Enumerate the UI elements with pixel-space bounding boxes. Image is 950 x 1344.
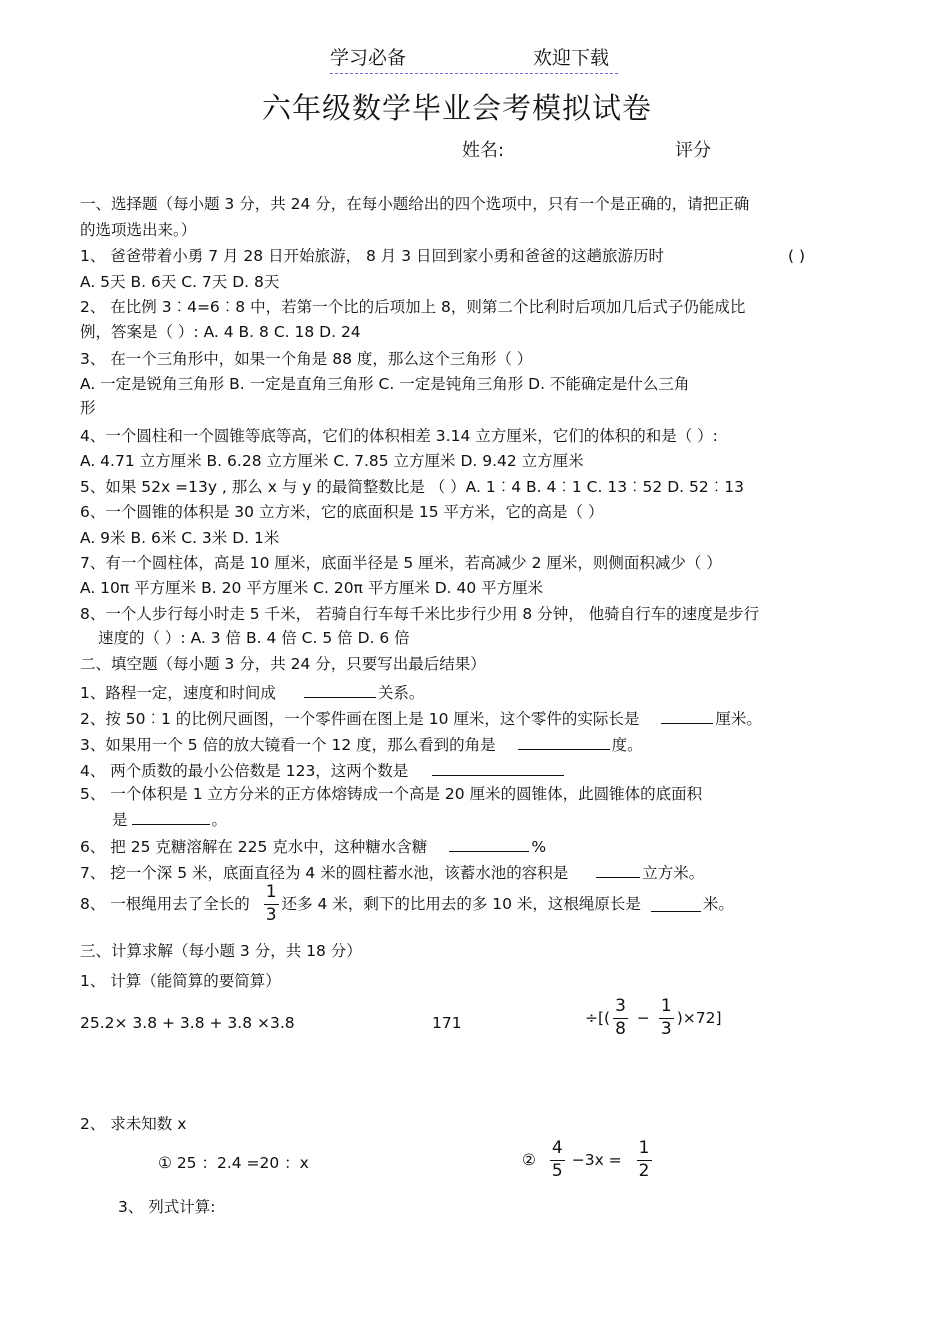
eq2-middle: −3x = bbox=[571, 1150, 622, 1169]
header-dashed-rule bbox=[330, 73, 618, 74]
s1-q7-line2: A. 10π 平方厘米 B. 20 平方厘米 C. 20π 平方厘米 D. 40 平方厘米 bbox=[80, 579, 544, 597]
fraction-one-third bbox=[264, 884, 279, 925]
s1-q5-line1: 5、如果 52x =13y , 那么 x 与 y 的最简整数比是 （ ）A. 1︰4 B. 4︰1 C. 13︰52 D. 52︰13 bbox=[80, 478, 744, 496]
answer-blank[interactable] bbox=[596, 863, 640, 878]
section1-heading-line1: 一、选择题（每小题 3 分，共 24 分，在每小题给出的四个选项中，只有一个是正确的，请把正确 bbox=[80, 195, 750, 213]
s3-p2-eq2 bbox=[522, 1140, 655, 1181]
s1-q3-line1: 3、 在一个三角形中，如果一个角是 88 度，那么这个三角形（ ） bbox=[80, 350, 533, 368]
s3-p2-label: 2、 求未知数 x bbox=[80, 1115, 187, 1133]
minus-sign: − bbox=[636, 1008, 650, 1027]
answer-blank[interactable] bbox=[651, 897, 701, 912]
answer-blank[interactable] bbox=[132, 810, 210, 825]
s2-q5-prefix: 是 bbox=[112, 811, 128, 829]
s1-q1-paren: ( ) bbox=[788, 247, 806, 265]
s2-q8-text2: 还多 4 米，剩下的比用去的多 10 米，这根绳原长是 bbox=[281, 894, 641, 913]
answer-blank[interactable] bbox=[432, 761, 564, 776]
fraction-numerator: 1 bbox=[265, 882, 277, 902]
s1-q4-line2: A. 4.71 立方厘米 B. 6.28 立方厘米 C. 7.85 立方厘米 D. 9.42 立方厘米 bbox=[80, 452, 584, 470]
fraction-numerator: 1 bbox=[660, 996, 672, 1016]
fraction-denominator: 8 bbox=[615, 1018, 626, 1039]
s2-q3-suffix: 度。 bbox=[611, 736, 643, 754]
s1-q8-line1: 8、一个人步行每小时走 5 千米， 若骑自行车每千米比步行少用 8 分钟， 他骑自行车的速度是步行 bbox=[80, 605, 760, 623]
fraction-denominator: 3 bbox=[660, 1018, 672, 1039]
fraction-numerator: 4 bbox=[551, 1138, 563, 1158]
s1-q3-line3: 形 bbox=[80, 399, 96, 417]
fraction-four-fifths bbox=[550, 1140, 565, 1181]
s2-q5-line2 bbox=[112, 810, 227, 829]
s2-q2-suffix: 厘米。 bbox=[715, 710, 762, 728]
section2-heading: 二、填空题（每小题 3 分，共 24 分，只要写出最后结果） bbox=[80, 655, 486, 673]
header-left-text: 学习必备 bbox=[330, 47, 407, 69]
s2-q4-text: 4、 两个质数的最小公倍数是 123，这两个数是 bbox=[80, 762, 409, 780]
s1-q1-options: A. 5天 B. 6天 C. 7天 D. 8天 bbox=[80, 273, 280, 291]
s2-q6-suffix: % bbox=[531, 838, 547, 856]
fraction-three-eighths bbox=[613, 998, 628, 1039]
answer-blank[interactable] bbox=[449, 837, 529, 852]
s2-q8-text: 8、 一根绳用去了全长的 bbox=[80, 894, 250, 913]
s2-q1-suffix: 关系。 bbox=[377, 684, 425, 702]
fraction-one-half bbox=[637, 1140, 652, 1181]
s1-q4-line1: 4、一个圆柱和一个圆锥等底等高，它们的体积相差 3.14 立方厘米，它们的体积的和是（ ）: bbox=[80, 427, 718, 445]
s3-p1-expr3-post: )×72] bbox=[676, 1008, 722, 1027]
answer-blank[interactable] bbox=[518, 735, 610, 750]
s3-p2-eq1: ① 25 ：2.4 =20 ：x bbox=[158, 1154, 309, 1172]
s1-q8-line2: 速度的（ ）: A. 3 倍 B. 4 倍 C. 5 倍 D. 6 倍 bbox=[98, 629, 410, 647]
s1-q6-line2: A. 9米 B. 6米 C. 3米 D. 1米 bbox=[80, 529, 280, 547]
fraction-one-third bbox=[659, 998, 674, 1039]
answer-blank[interactable] bbox=[304, 683, 376, 698]
fraction-denominator: 2 bbox=[638, 1160, 650, 1181]
header-right-text: 欢迎下载 bbox=[533, 47, 610, 69]
s2-q6 bbox=[80, 837, 546, 856]
s1-q2-line1: 2、 在比例 3︰4=6︰8 中，若第一个比的后项加上 8，则第二个比利时后项加几后式子仍能成比 bbox=[80, 298, 746, 316]
s1-q1-text: 1、 爸爸带着小勇 7 月 28 日开始旅游， 8 月 3 日回到家小勇和爸爸的这趟旅游历时 bbox=[80, 247, 665, 265]
fraction-numerator: 3 bbox=[615, 996, 626, 1016]
fraction-denominator: 5 bbox=[551, 1160, 563, 1181]
s3-p3-label: 3、 列式计算: bbox=[118, 1198, 216, 1216]
s2-q1-text: 1、路程一定，速度和时间成 bbox=[80, 684, 276, 702]
section3-heading: 三、计算求解（每小题 3 分，共 18 分） bbox=[80, 942, 362, 960]
s1-q3-line2: A. 一定是锐角三角形 B. 一定是直角三角形 C. 一定是钝角三角形 D. 不能确定是什么三角 bbox=[80, 375, 690, 393]
s2-q5-line1: 5、 一个体积是 1 立方分米的正方体熔铸成一个高是 20 厘米的圆锥体，此圆锥体的底面积 bbox=[80, 785, 703, 803]
s1-q6-line1: 6、一个圆锥的体积是 30 立方米，它的底面积是 15 平方米，它的高是（ ） bbox=[80, 503, 604, 521]
s3-p1-expr1: 25.2× 3.8 + 3.8 + 3.8 ×3.8 bbox=[80, 1014, 295, 1032]
s2-q4 bbox=[80, 761, 566, 780]
score-label: 评分 bbox=[675, 140, 711, 161]
s2-q8 bbox=[80, 884, 734, 925]
s3-p1-expr3-pre: ÷[( bbox=[585, 1008, 611, 1027]
s3-p1-expr2: 171 bbox=[432, 1014, 462, 1032]
s1-q7-line1: 7、有一个圆柱体，高是 10 厘米，底面半径是 5 厘米，若高减少 2 厘米，则侧面积减少（ ） bbox=[80, 554, 722, 572]
s1-q2-line2: 例，答案是（ ）: A. 4 B. 8 C. 18 D. 24 bbox=[80, 323, 361, 341]
s3-p1-expr3 bbox=[585, 998, 722, 1039]
s2-q6-text: 6、 把 25 克糖溶解在 225 克水中，这种糖水含糖 bbox=[80, 838, 428, 856]
s2-q8-suffix: 米。 bbox=[702, 894, 734, 913]
answer-blank[interactable] bbox=[661, 709, 713, 724]
s3-p1-label: 1、 计算（能简算的要简算） bbox=[80, 972, 281, 990]
s2-q7-suffix: 立方米。 bbox=[642, 864, 705, 882]
s2-q3 bbox=[80, 735, 643, 754]
s2-q2 bbox=[80, 709, 762, 728]
section1-heading-line2: 的选项选出来。） bbox=[80, 221, 197, 239]
s2-q7 bbox=[80, 863, 704, 882]
fraction-numerator: 1 bbox=[638, 1138, 650, 1158]
s2-q3-text: 3、如果用一个 5 倍的放大镜看一个 12 度，那么看到的角是 bbox=[80, 736, 496, 754]
s2-q2-text: 2、按 50︰1 的比例尺画图，一个零件画在图上是 10 厘米，这个零件的实际长是 bbox=[80, 710, 640, 728]
fraction-denominator: 3 bbox=[265, 904, 277, 925]
page-title: 六年级数学毕业会考模拟试卷 bbox=[262, 91, 653, 125]
s2-q1 bbox=[80, 683, 424, 702]
circled-number-2: ② bbox=[522, 1150, 536, 1169]
name-label: 姓名: bbox=[462, 140, 505, 161]
s2-q5-suffix: 。 bbox=[211, 811, 228, 829]
s2-q7-text: 7、 挖一个深 5 米，底面直径为 4 米的圆柱蓄水池，该蓄水池的容积是 bbox=[80, 864, 569, 882]
